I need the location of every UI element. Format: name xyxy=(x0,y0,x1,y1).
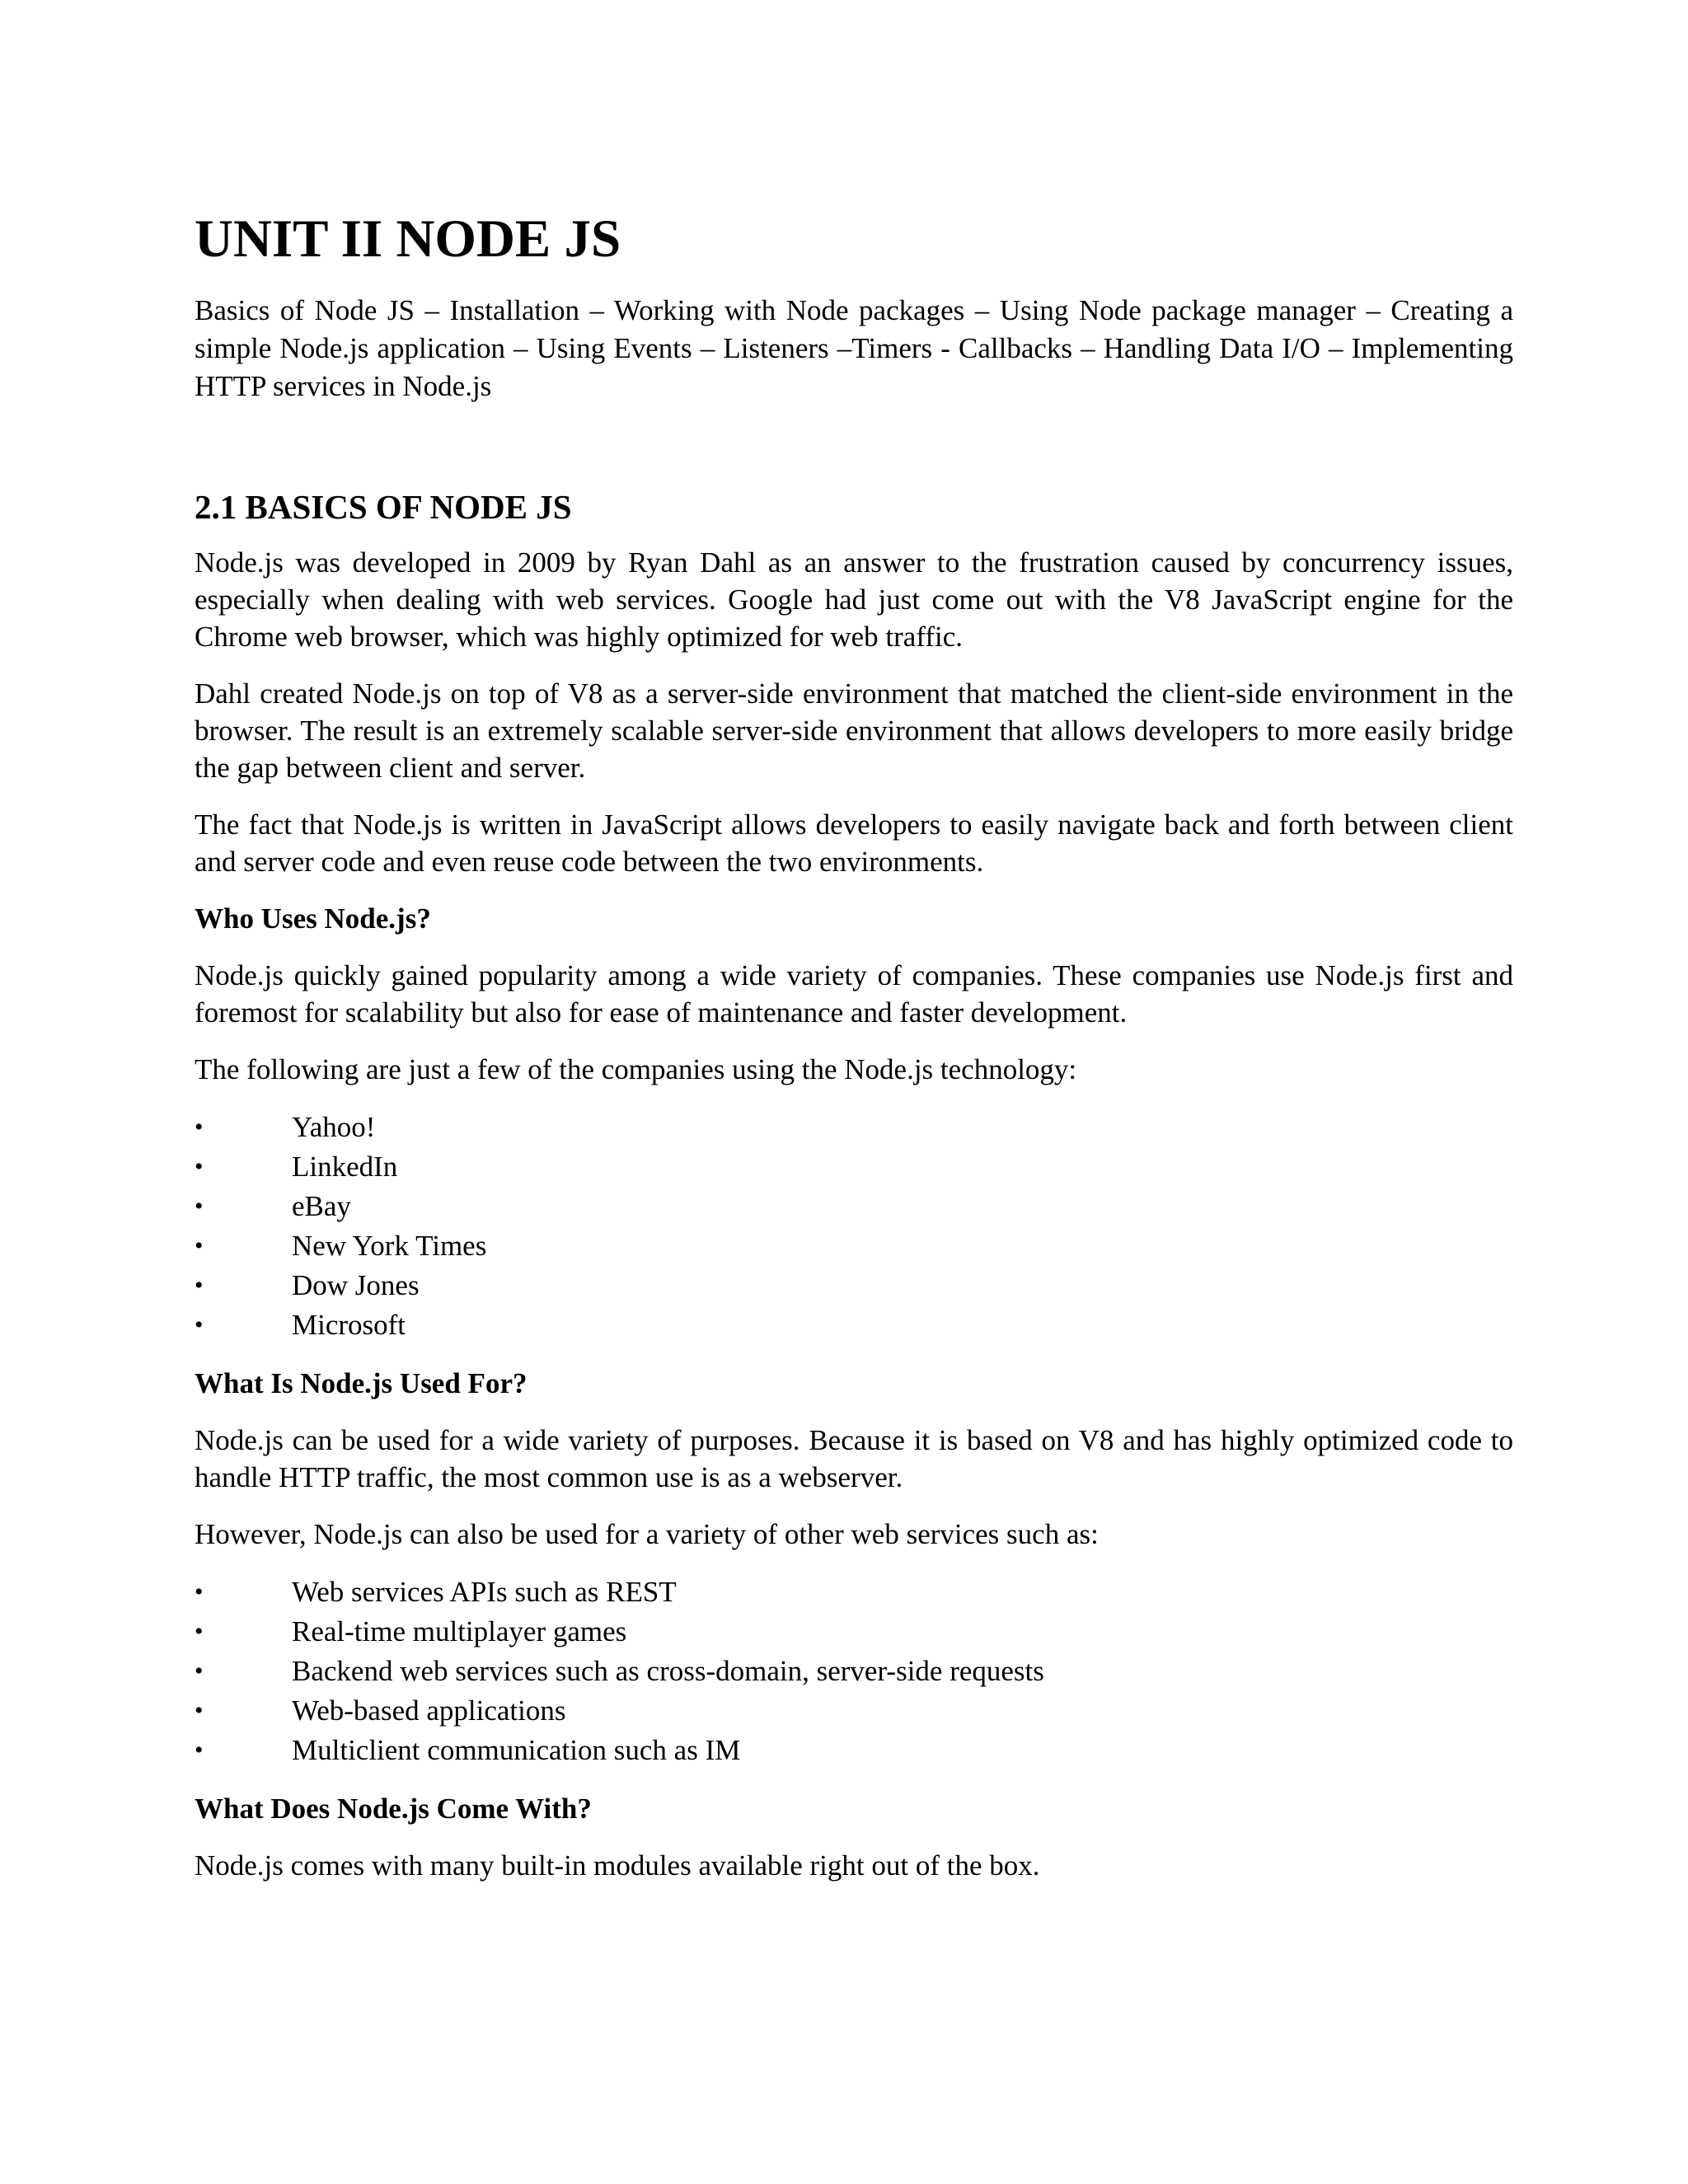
bullet-icon: • xyxy=(195,1697,204,1724)
bullet-icon: • xyxy=(195,1311,204,1338)
list-item xyxy=(195,1266,1513,1305)
bullet-icon: • xyxy=(195,1113,204,1141)
list-item-text: Multiclient communication such as IM xyxy=(292,1734,741,1766)
list-item xyxy=(195,1572,1513,1612)
who-uses-paragraph-1: Node.js quickly gained popularity among a wide variety of companies. These companies use Node.js first and foremost for scalability but also for ease of maintenance and faster development. xyxy=(195,959,1513,1029)
syllabus-topics: Basics of Node JS – Installation – Working with Node packages – Using Node package manager – Creating a simple Node.js application – Using Events – Listeners –Timers - Callbacks – Handling Data I/O – Implementing HTTP services in Node.js xyxy=(195,294,1513,402)
list-item xyxy=(195,1187,1513,1226)
used-for-paragraph-1: Node.js can be used for a wide variety of purposes. Because it is based on V8 and has highly optimized code to handle HTTP traffic, the most common use is as a webserver. xyxy=(195,1424,1513,1493)
used-for-heading: What Is Node.js Used For? xyxy=(195,1367,528,1399)
bullet-icon: • xyxy=(195,1232,204,1259)
intro-paragraph-3: The fact that Node.js is written in JavaScript allows developers to easily navigate back and forth between client and server code and even reuse code between the two environments. xyxy=(195,808,1513,878)
bullet-icon: • xyxy=(195,1272,204,1299)
who-uses-heading: Who Uses Node.js? xyxy=(195,902,431,935)
list-item-text: Real-time multiplayer games xyxy=(292,1615,627,1647)
list-item-text: LinkedIn xyxy=(292,1151,398,1183)
bullet-icon: • xyxy=(195,1618,204,1645)
list-item-text: Web services APIs such as REST xyxy=(292,1576,677,1608)
list-item-text: New York Times xyxy=(292,1230,487,1262)
bullet-icon: • xyxy=(195,1193,204,1220)
bullet-icon: • xyxy=(195,1657,204,1685)
list-item-text: Yahoo! xyxy=(292,1111,376,1143)
companies-list xyxy=(195,1108,1513,1345)
list-item xyxy=(195,1305,1513,1345)
intro-paragraph-1: Node.js was developed in 2009 by Ryan Dahl as an answer to the frustration caused by concurrency issues, especially when dealing with web services. Google had just come out with the V8 JavaScript engine for the Chrome web browser, which was highly optimized for web traffic. xyxy=(195,546,1513,653)
comes-with-paragraph: Node.js comes with many built-in modules available right out of the box. xyxy=(195,1849,1040,1882)
list-item xyxy=(195,1612,1513,1652)
list-item xyxy=(195,1226,1513,1266)
list-item-text: Dow Jones xyxy=(292,1269,420,1301)
intro-paragraph-2: Dahl created Node.js on top of V8 as a server-side environment that matched the client-side environment in the browser. The result is an extremely scalable server-side environment that allows developers to more easily bridge the gap between client and server. xyxy=(195,677,1513,784)
list-item xyxy=(195,1652,1513,1691)
bullet-icon: • xyxy=(195,1578,204,1605)
section-title: 2.1 BASICS OF NODE JS xyxy=(195,488,572,526)
list-item xyxy=(195,1147,1513,1187)
list-item-text: Web-based applications xyxy=(292,1694,566,1727)
document-page xyxy=(195,206,1513,1904)
list-item-text: eBay xyxy=(292,1190,351,1222)
list-item xyxy=(195,1108,1513,1147)
list-item-text: Backend web services such as cross-domain, server-side requests xyxy=(292,1655,1044,1687)
comes-with-heading: What Does Node.js Come With? xyxy=(195,1793,592,1825)
bullet-icon: • xyxy=(195,1153,204,1180)
used-for-paragraph-2: However, Node.js can also be used for a variety of other web services such as: xyxy=(195,1518,1099,1550)
unit-title: UNIT II NODE JS xyxy=(195,209,621,269)
bullet-icon: • xyxy=(195,1736,204,1764)
list-item xyxy=(195,1691,1513,1731)
services-list xyxy=(195,1572,1513,1770)
list-item xyxy=(195,1731,1513,1770)
list-item-text: Microsoft xyxy=(292,1309,406,1341)
who-uses-paragraph-2: The following are just a few of the companies using the Node.js technology: xyxy=(195,1053,1077,1085)
